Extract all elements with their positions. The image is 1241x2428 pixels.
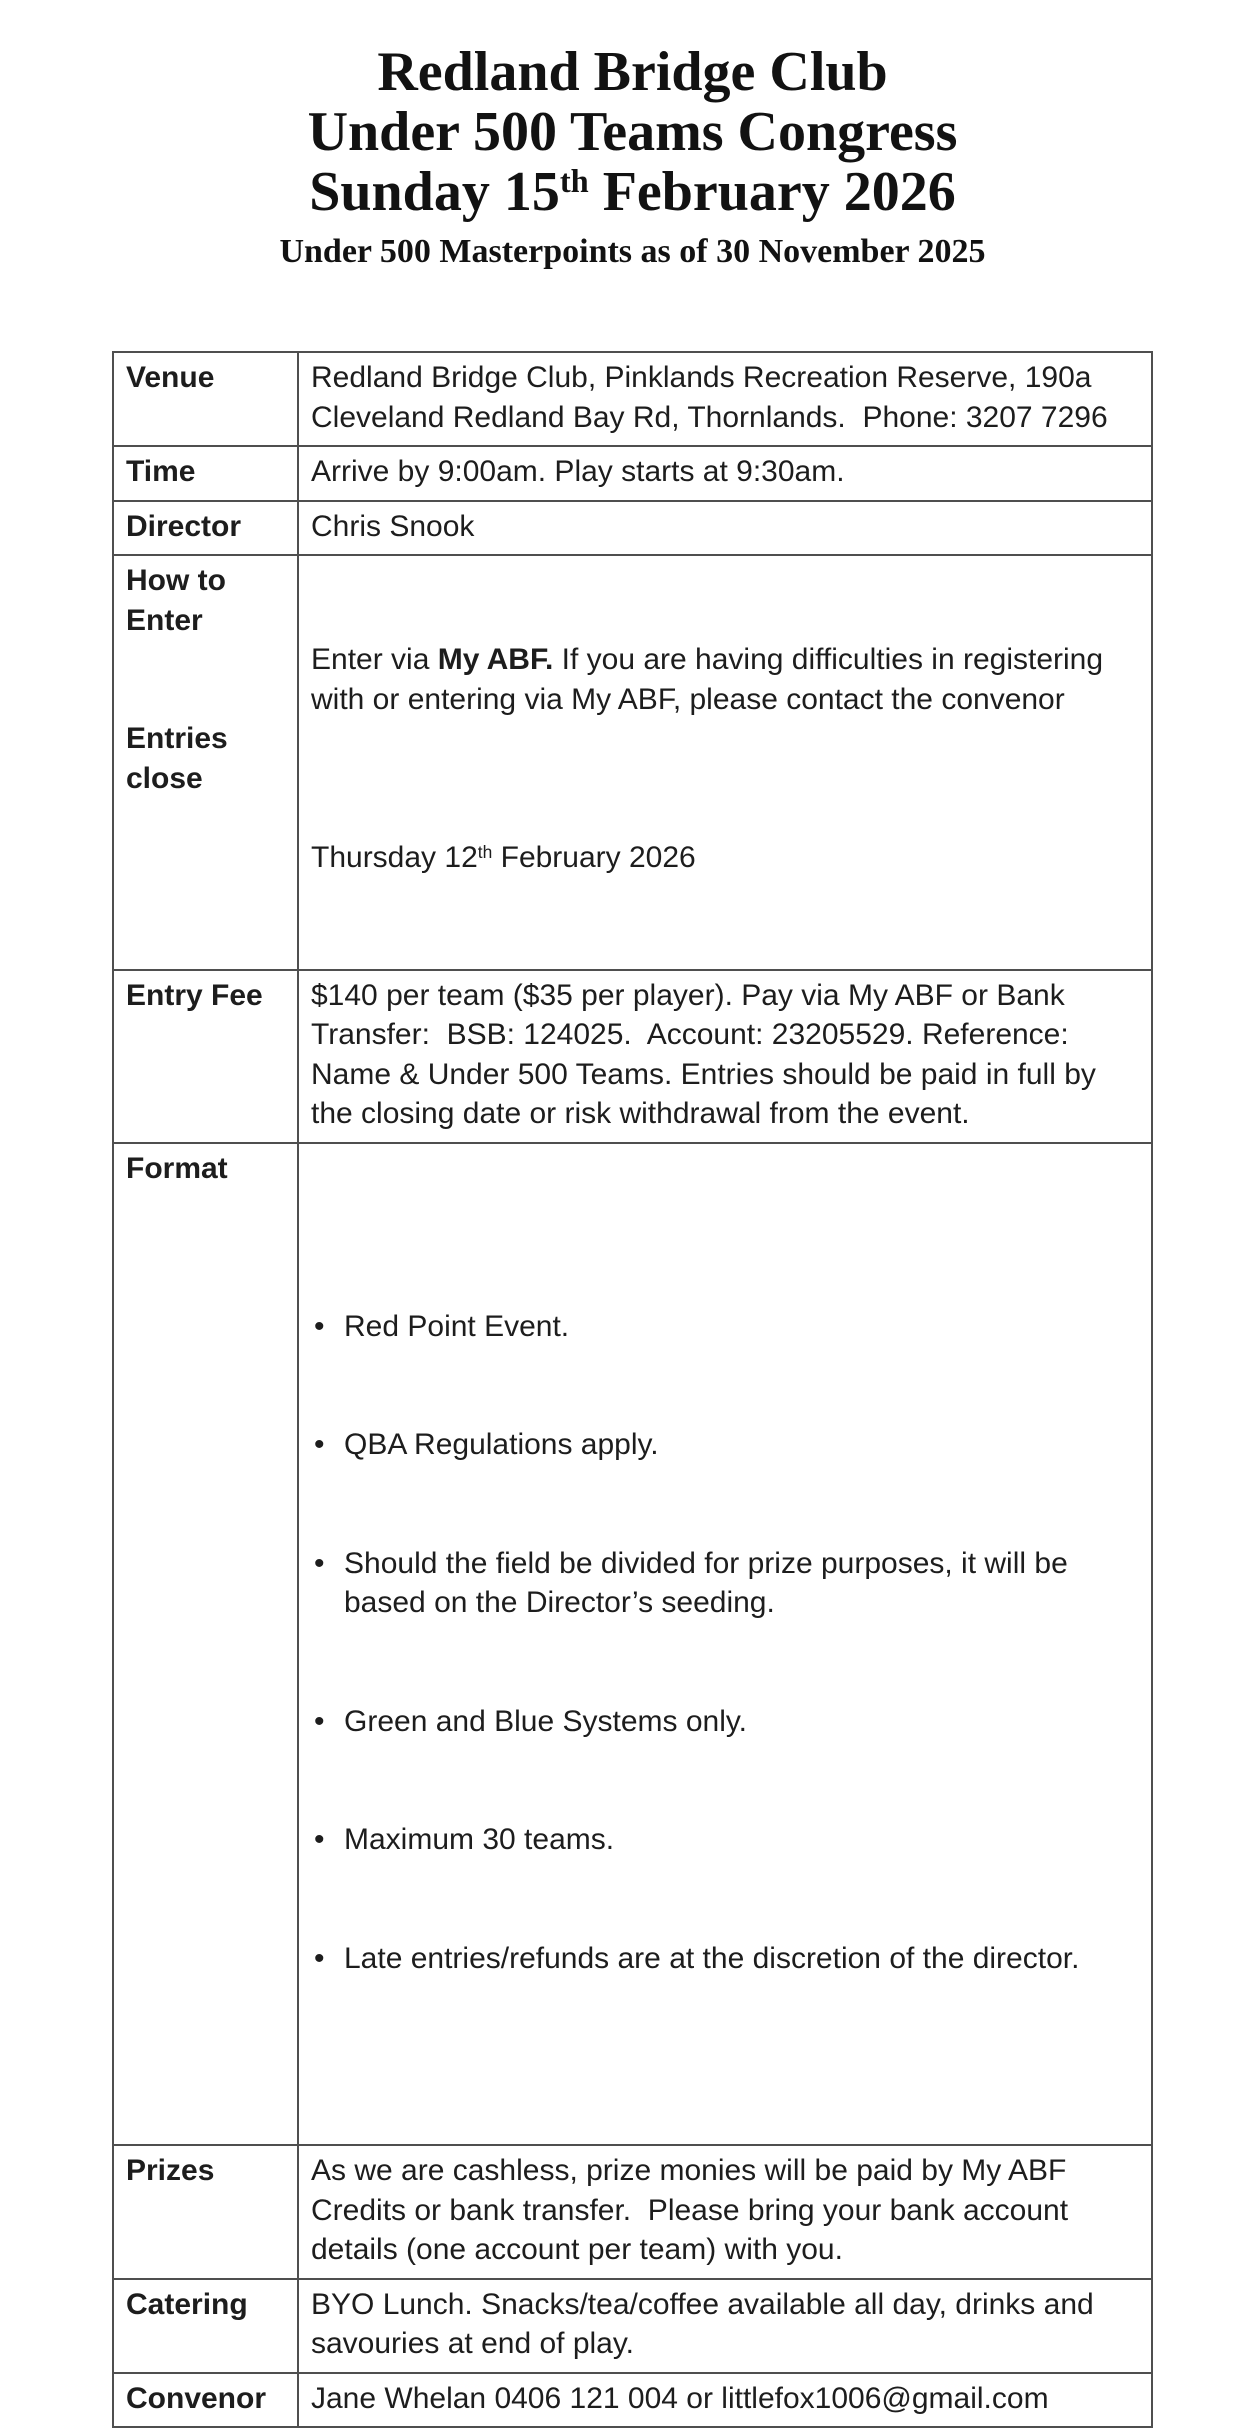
table-row-convenor [113,2373,1152,2428]
table-row-director [113,501,1152,556]
page-title-line-1: Redland Bridge Club [377,41,888,103]
title-date-suffix: February 2026 [588,161,956,223]
row-content-convenor: Jane Whelan 0406 121 004 or littlefox1006@gmail.com [298,2373,1152,2428]
table-row-time [113,446,1152,501]
row-content-director: Chris Snook [298,501,1152,556]
row-content-time: Arrive by 9:00am. Play starts at 9:30am. [298,446,1152,501]
format-bullet-red-point: • Red Point Event. [311,1307,1143,1347]
row-label-time: Time [113,446,298,501]
row-content-venue: Redland Bridge Club, Pinklands Recreation Reserve, 190a Cleveland Redland Bay Rd, Thornlands. Phone: 3207 7296 [298,352,1152,446]
table-row-format [113,1143,1152,2146]
format-bullet-systems: • Green and Blue Systems only. [311,1702,1143,1742]
table-row-catering [113,2279,1152,2373]
enter-text-bold: My ABF. [437,643,554,676]
page-subtitle: Under 500 Masterpoints as of 30 November 2025 [279,233,986,270]
label-how-to-enter: How to Enter [126,564,226,637]
enter-text-suffix: If you are having difficulties in registering with or entering via My ABF, please contact the convenor [311,643,1112,716]
entries-date-suffix: February 2026 [492,841,696,874]
format-bullet-max-teams: • Maximum 30 teams. [311,1820,1143,1860]
format-bullet-qba: • QBA Regulations apply. [311,1425,1143,1465]
row-label-catering: Catering [113,2279,298,2373]
page-title-line-2: Under 500 Teams Congress [307,101,958,163]
row-label-entry-fee: Entry Fee [113,970,298,1143]
format-bullet-late-entries: • Late entries/refunds are at the discretion of the director. [311,1939,1143,1979]
row-content-catering: BYO Lunch. Snacks/tea/coffee available all day, drinks and savouries at end of play. [298,2279,1152,2373]
table-row-entry-fee [113,970,1152,1143]
row-label-convenor: Convenor [113,2373,298,2428]
row-label-director: Director [113,501,298,556]
row-content-prizes: As we are cashless, prize monies will be paid by My ABF Credits or bank transfer. Please bring your bank account details (one account per team) with you. [298,2145,1152,2279]
enter-text-prefix: Enter via [311,643,438,676]
label-entries-close: Entries close [126,722,228,795]
row-label-prizes: Prizes [113,2145,298,2279]
row-content-how-to-enter [298,555,1152,970]
row-label-format: Format [113,1143,298,2146]
entries-close-date [311,838,1143,882]
entries-date-prefix: Thursday 12 [311,841,478,874]
row-content-entry-fee: $140 per team ($35 per player). Pay via My ABF or Bank Transfer: BSB: 124025. Account: 23205529. Reference: Name & Under 500 Teams. Entries should be paid in full by the closing date or risk withdrawal from the event. [298,970,1152,1143]
row-label-venue: Venue [113,352,298,446]
table-row-prizes [113,2145,1152,2279]
format-bullet-field-divided: • Should the field be divided for prize purposes, it will be based on the Director’s seeding. [311,1544,1143,1623]
document-header [112,42,1153,273]
title-date-prefix: Sunday 15 [309,161,560,223]
table-row-how-to-enter [113,555,1152,970]
title-date-ordinal: th [559,164,589,201]
page-title-line-3 [112,162,1153,230]
format-bullet-list [311,1228,1143,2058]
row-label-how-to-enter [113,555,298,970]
row-content-format [298,1143,1152,2146]
how-to-enter-text [311,640,1143,719]
event-details-table [112,351,1153,2428]
table-row-venue [113,352,1152,446]
entries-date-ordinal: th [477,842,493,863]
